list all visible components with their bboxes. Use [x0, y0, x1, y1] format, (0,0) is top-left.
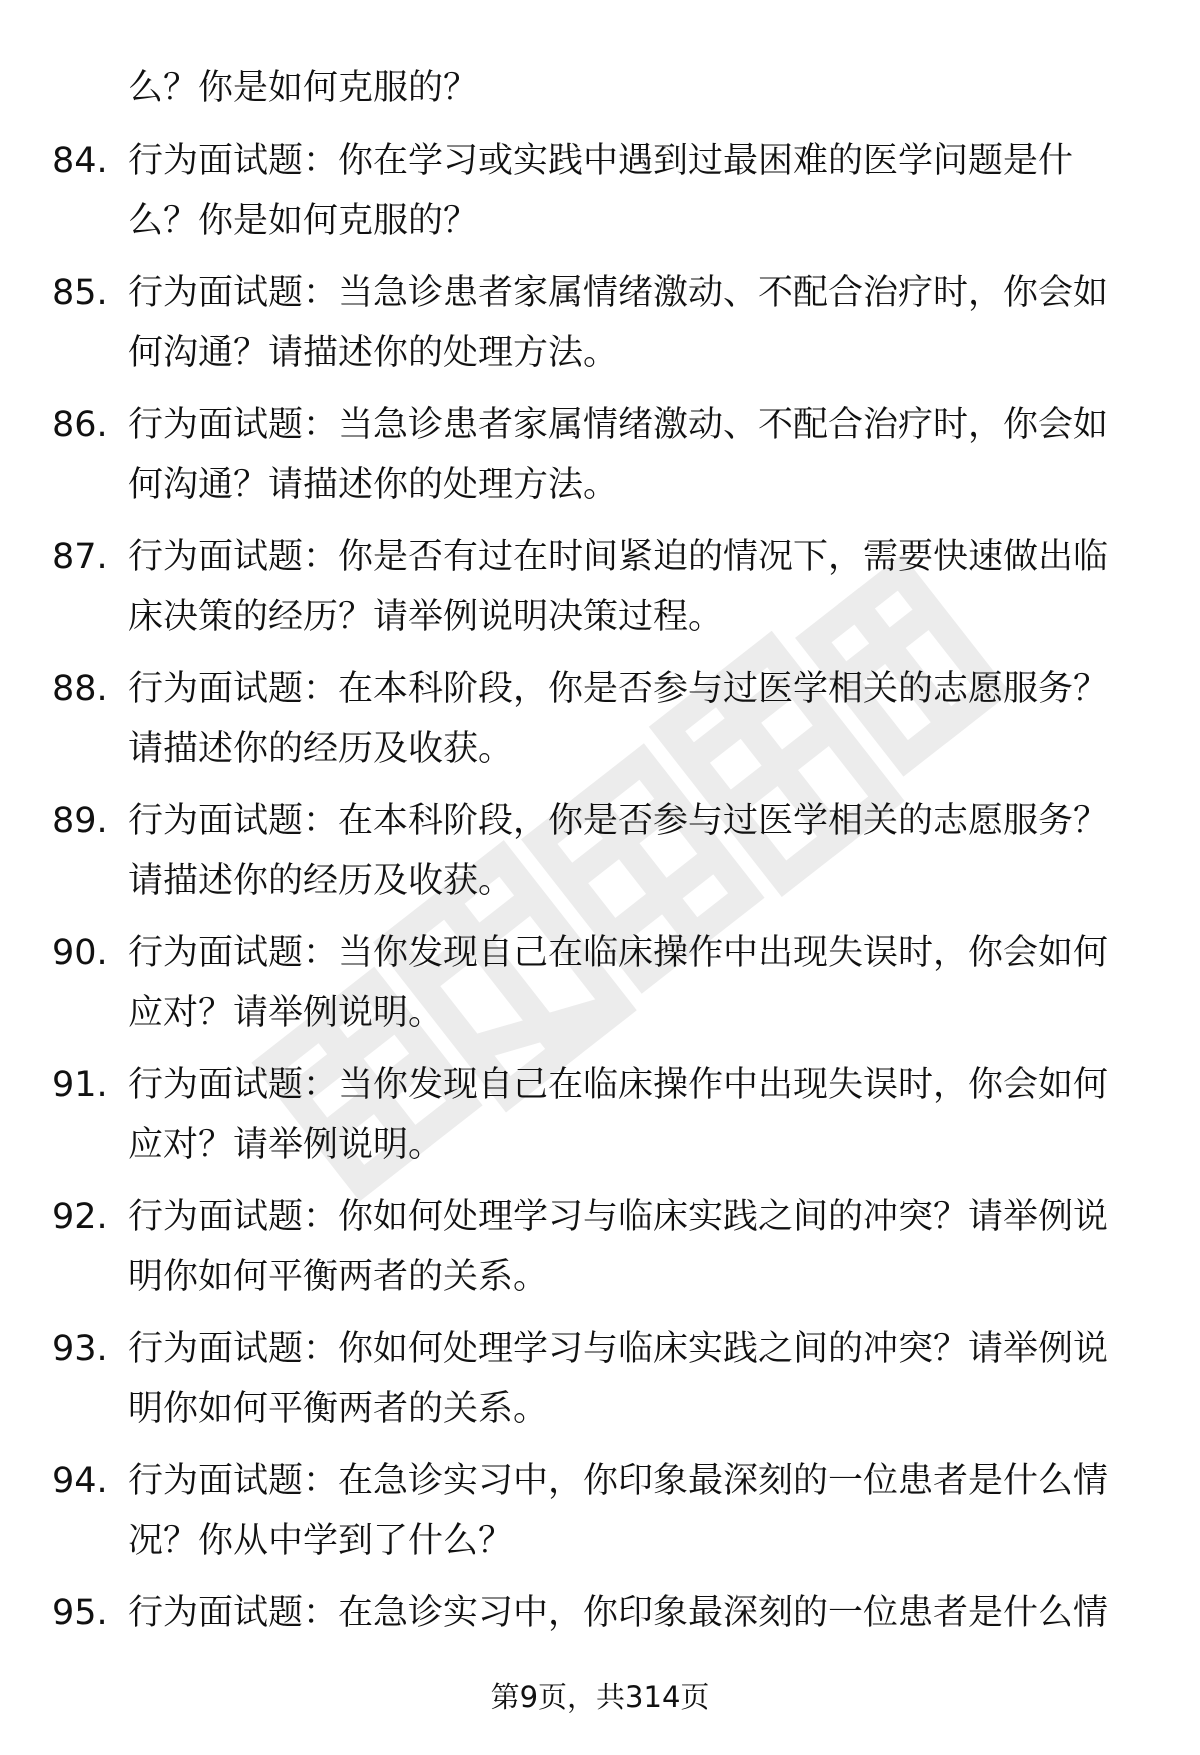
question-line: 行为面试题：你是否有过在时间紧迫的情况下，需要快速做出临	[128, 537, 1109, 577]
question-item-89	[0, 791, 1200, 923]
question-item-91	[0, 1055, 1200, 1187]
question-line: 床决策的经历？请举例说明决策过程。	[128, 597, 724, 637]
question-number: 93.	[52, 1329, 108, 1369]
question-line: 行为面试题：你如何处理学习与临床实践之间的冲突？请举例说	[128, 1329, 1109, 1369]
question-line: 么？你是如何克服的？	[128, 201, 479, 241]
question-line: 行为面试题：在本科阶段，你是否参与过医学相关的志愿服务？	[128, 669, 1109, 709]
question-text	[128, 1583, 1138, 1643]
question-line: 行为面试题：当你发现自己在临床操作中出现失误时，你会如何	[128, 933, 1109, 973]
question-line: 应对？请举例说明。	[128, 993, 444, 1033]
question-text	[128, 131, 1138, 251]
question-number: 86.	[52, 405, 108, 445]
question-line: 行为面试题：当你发现自己在临床操作中出现失误时，你会如何	[128, 1065, 1109, 1105]
question-number: 91.	[52, 1065, 108, 1105]
question-number: 90.	[52, 933, 108, 973]
question-item-86	[0, 395, 1200, 527]
question-text	[128, 1319, 1138, 1439]
question-text	[128, 923, 1138, 1043]
question-text	[128, 1187, 1138, 1307]
question-line: 请描述你的经历及收获。	[128, 861, 514, 901]
question-number: 84.	[52, 141, 108, 181]
question-item-85	[0, 263, 1200, 395]
question-list	[0, 131, 1200, 1715]
question-item-93	[0, 1319, 1200, 1451]
question-line: 行为面试题：你如何处理学习与临床实践之间的冲突？请举例说	[128, 1197, 1109, 1237]
question-number: 87.	[52, 537, 108, 577]
question-item-94	[0, 1451, 1200, 1583]
question-number: 85.	[52, 273, 108, 313]
question-number: 95.	[52, 1593, 108, 1633]
question-text	[128, 395, 1138, 515]
question-line: 行为面试题：当急诊患者家属情绪激动、不配合治疗时，你会如	[128, 405, 1109, 445]
question-text	[128, 263, 1138, 383]
question-line: 应对？请举例说明。	[128, 1125, 444, 1165]
question-number: 89.	[52, 801, 108, 841]
question-item-87	[0, 527, 1200, 659]
question-item-90	[0, 923, 1200, 1055]
question-line: 行为面试题：你在学习或实践中遇到过最困难的医学问题是什	[128, 141, 1074, 181]
question-line: 行为面试题：在急诊实习中，你印象最深刻的一位患者是什么情	[128, 1593, 1109, 1633]
question-line: 明你如何平衡两者的关系。	[128, 1257, 549, 1297]
question-text	[128, 659, 1138, 779]
question-item-88	[0, 659, 1200, 791]
question-line: 行为面试题：在急诊实习中，你印象最深刻的一位患者是什么情	[128, 1461, 1109, 1501]
question-line: 何沟通？请描述你的处理方法。	[128, 333, 619, 373]
question-item-92	[0, 1187, 1200, 1319]
question-line: 况？你从中学到了什么？	[128, 1521, 514, 1561]
question-text	[128, 1451, 1138, 1571]
question-number: 94.	[52, 1461, 108, 1501]
question-text	[128, 527, 1138, 647]
question-text	[128, 791, 1138, 911]
question-number: 88.	[52, 669, 108, 709]
page-footer: 第9页，共314页	[490, 1680, 710, 1714]
question-line: 明你如何平衡两者的关系。	[128, 1389, 549, 1429]
question-text	[128, 1055, 1138, 1175]
question-line: 行为面试题：当急诊患者家属情绪激动、不配合治疗时，你会如	[128, 273, 1109, 313]
question-line: 请描述你的经历及收获。	[128, 729, 514, 769]
question-line: 何沟通？请描述你的处理方法。	[128, 465, 619, 505]
question-number: 92.	[52, 1197, 108, 1237]
continuation-line: 么？你是如何克服的？	[128, 68, 479, 108]
question-line: 行为面试题：在本科阶段，你是否参与过医学相关的志愿服务？	[128, 801, 1109, 841]
question-item-84	[0, 131, 1200, 263]
